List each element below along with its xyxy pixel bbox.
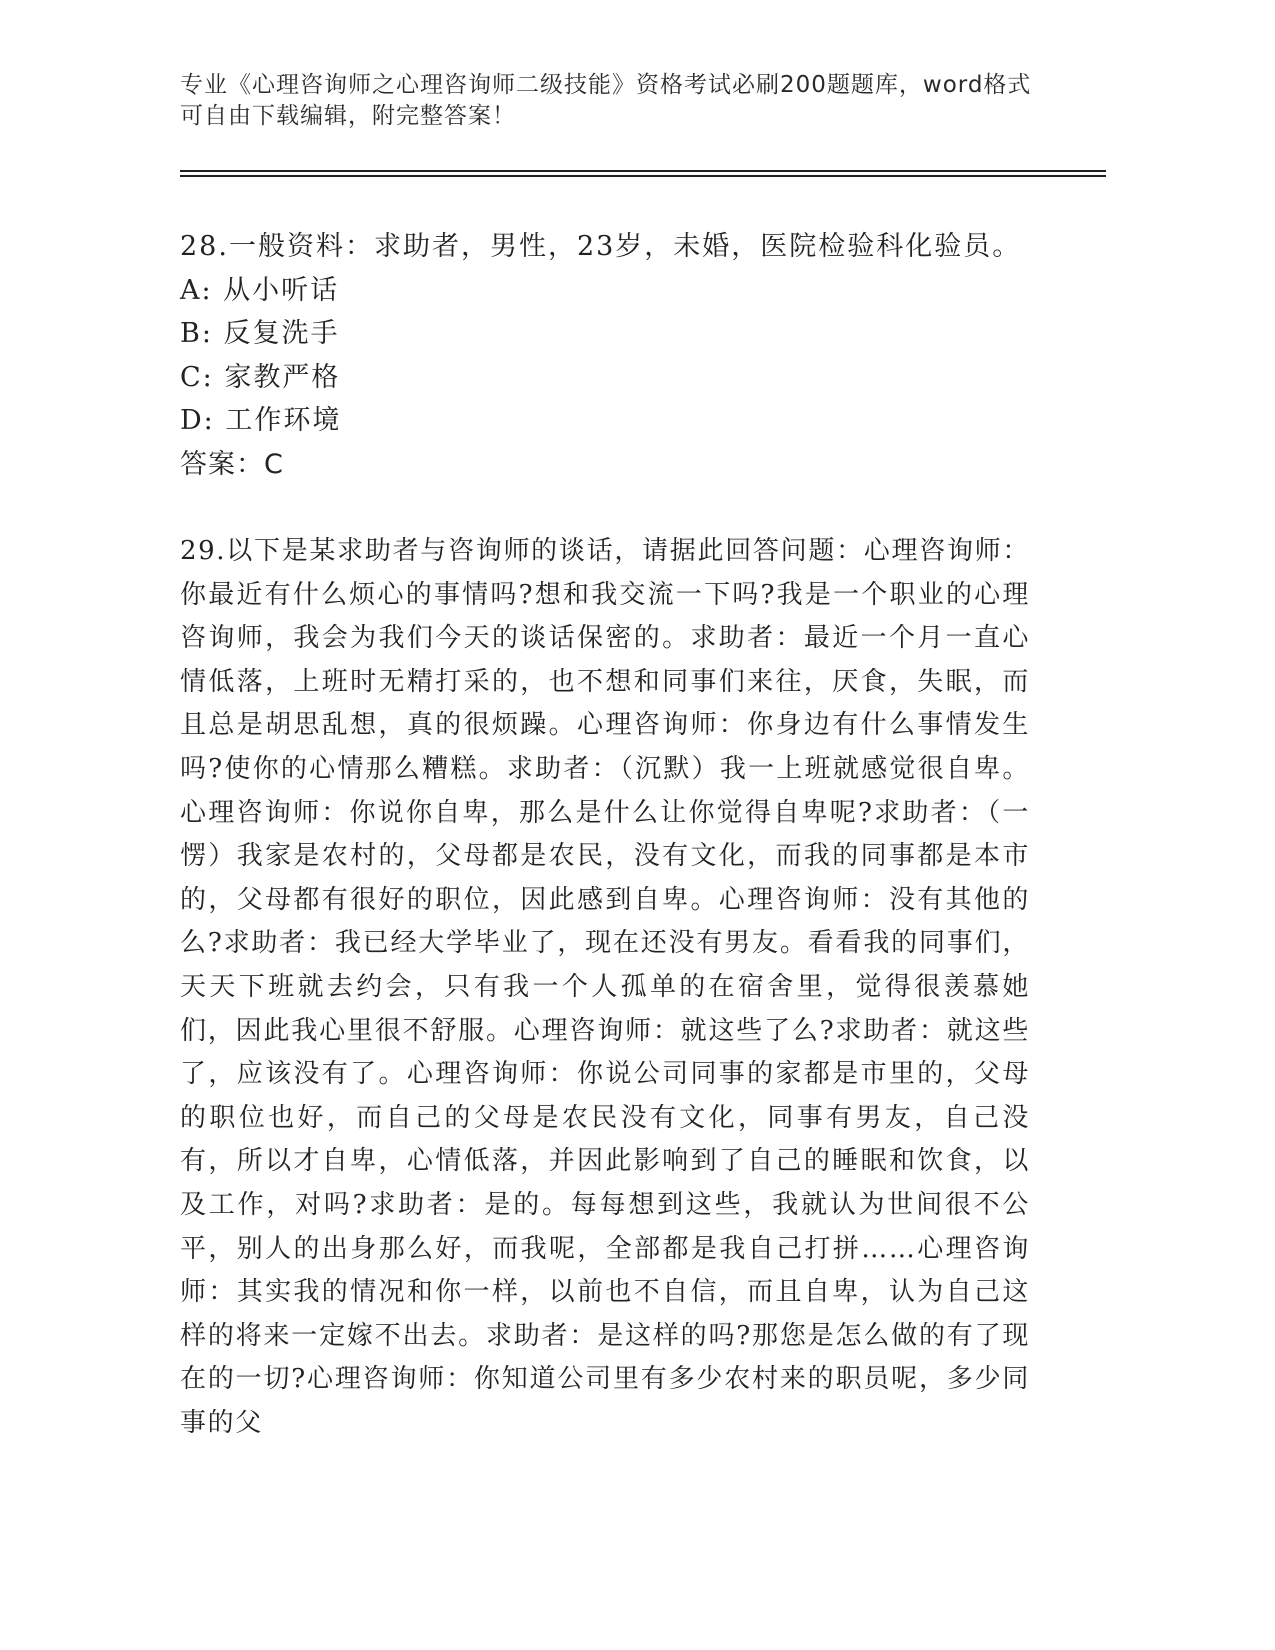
option-d: D: 工作环境	[180, 405, 342, 436]
option-c: C: 家教严格	[180, 361, 341, 393]
option-b: B: 反复洗手	[180, 318, 340, 349]
document-header: 专业《心理咨询师之心理咨询师二级技能》资格考试必刷200题题库，word格式可自由下载编辑，附完整答案！	[180, 72, 1032, 129]
option-a: A: 从小听话	[180, 274, 340, 306]
question-stem: 29.以下是某求助者与咨询师的谈话，请据此回答问题：心理咨询师：你最近有什么烦心的事情吗?想和我交流一下吗?我是一个职业的心理咨询师，我会为我们今天的谈话保密的。求助者：最近一个月一直心情低落，上班时无精打采的，也不想和同事们来往，厌食，失眠，而且总是胡思乱想，真的很烦躁。心理咨询师：你身边有什么事情发生吗?使你的心情那么糟糕。求助者：（沉默）我一上班就感觉很自卑。心理咨询师：你说你自卑，那么是什么让你觉得自卑呢?求助者：（一愣）我家是农村的，父母都是农民，没有文化，而我的同事都是本市的，父母都有很好的职位，因此感到自卑。心理咨询师：没有其他的么?求助者：我已经大学毕业了，现在还没有男友。看看我的同事们，天天下班就去约会，只有我一个人孤单的在宿舍里，觉得很羡慕她们，因此我心里很不舒服。心理咨询师：就这些了么?求助者：就这些了，应该没有了。心理咨询师：你说公司同事的家都是市里的，父母的职位也好，而自己的父母是农民没有文化，同事有男友，自己没有，所以才自卑，心情低落，并因此影响到了自己的睡眠和饮食，以及工作，对吗?求助者：是的。每每想到这些，我就认为世间很不公平，别人的出身那么好，而我呢，全部都是我自己打拼……心理咨询师：其实我的情况和你一样，以前也不自信，而且自卑，认为自己这样的将来一定嫁不出去。求助者：是这样的吗?那您是怎么做的有了现在的一切?心理咨询师：你知道公司里有多少农村来的职员呢，多少同事的父	[180, 536, 1030, 1438]
header-divider-bottom	[180, 175, 1106, 177]
answer-line: 答案：C	[180, 448, 284, 480]
question-29	[180, 530, 1030, 1445]
question-28	[180, 225, 1080, 486]
question-stem: 28.一般资料：求助者，男性，23岁，未婚，医院检验科化验员。	[180, 231, 1022, 262]
header-divider-top	[180, 170, 1106, 172]
